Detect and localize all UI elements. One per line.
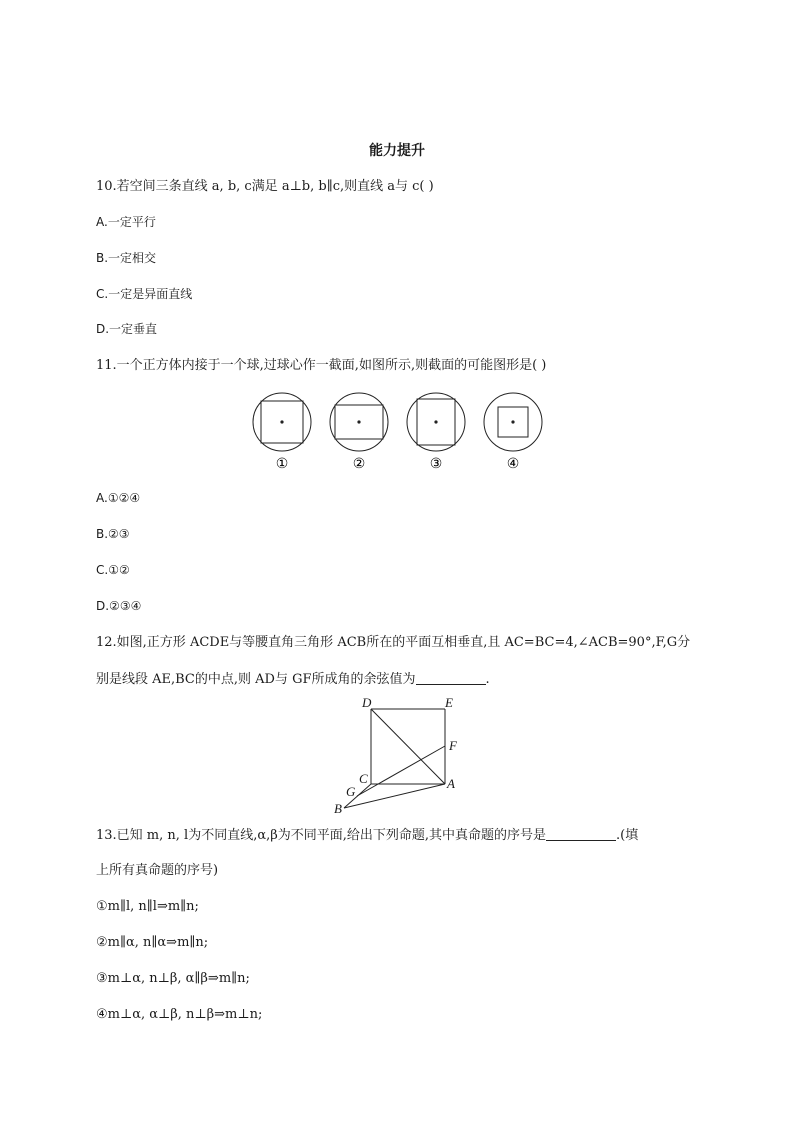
question-12-stem-line2 xyxy=(96,672,490,686)
q11-option-b: B.②③ xyxy=(96,527,130,541)
q13-statement-1: ①m∥l, n∥l⇒m∥n; xyxy=(96,899,199,914)
q12-point-a: A xyxy=(447,776,455,791)
q13-statement-4: ④m⊥α, α⊥β, n⊥β⇒m⊥n; xyxy=(96,1007,263,1022)
q12-point-c: C xyxy=(359,771,368,786)
question-13-stem-line1 xyxy=(96,828,638,842)
q11-option-c: C.①② xyxy=(96,563,130,577)
q10-option-c: C.一定是异面直线 xyxy=(96,287,193,301)
question-10-stem: 10.若空间三条直线 a, b, c满足 a⊥b, b∥c,则直线 a与 c( ) xyxy=(96,179,434,194)
question-12-stem-line1: 12.如图,正方形 ACDE与等腰直角三角形 ACB所在的平面互相垂直,且 AC=BC=4,∠ACB=90°,F,G分 xyxy=(96,635,691,650)
q12-point-e: E xyxy=(445,695,453,710)
q12-point-g: G xyxy=(346,784,356,799)
q11-figure-label-4: ④ xyxy=(506,457,520,472)
q12-figure xyxy=(328,692,468,818)
q10-option-a: A.一定平行 xyxy=(96,215,156,229)
q11-figure xyxy=(245,388,555,476)
q13-answer-blank xyxy=(546,828,616,841)
q11-figure-3 xyxy=(407,393,465,451)
section-title: 能力提升 xyxy=(369,143,425,159)
q11-figure-label-2: ② xyxy=(352,457,366,472)
question-13-stem-line2: 上所有真命题的序号) xyxy=(96,863,219,878)
q11-figure-1 xyxy=(253,393,311,451)
q10-option-d: D.一定垂直 xyxy=(96,322,158,336)
q12-point-d: D xyxy=(362,695,372,710)
q13-statement-2: ②m∥α, n∥α⇒m∥n; xyxy=(96,935,209,950)
q12-answer-blank xyxy=(416,672,486,685)
q11-figure-label-3: ③ xyxy=(429,457,443,472)
q13-stem-end: .(填 xyxy=(616,828,639,843)
q13-statement-3: ③m⊥α, n⊥β, α∥β⇒m∥n; xyxy=(96,971,250,986)
q12-point-f: F xyxy=(449,738,457,753)
q13-stem-text: 13.已知 m, n, l为不同直线,α,β为不同平面,给出下列命题,其中真命题的序号是 xyxy=(96,828,547,843)
question-11-stem: 11.一个正方体内接于一个球,过球心作一截面,如图所示,则截面的可能图形是( ) xyxy=(96,358,547,373)
q11-figure-2 xyxy=(330,393,388,451)
q11-figure-4 xyxy=(484,393,542,451)
q10-option-b: B.一定相交 xyxy=(96,251,157,265)
q12-stem-end: . xyxy=(485,672,490,687)
q11-figure-label-1: ① xyxy=(275,457,289,472)
q12-stem-text: 别是线段 AE,BC的中点,则 AD与 GF所成角的余弦值为 xyxy=(96,672,416,687)
q11-option-a: A.①②④ xyxy=(96,491,141,505)
q12-point-b: B xyxy=(334,801,342,816)
q11-option-d: D.②③④ xyxy=(96,599,142,613)
